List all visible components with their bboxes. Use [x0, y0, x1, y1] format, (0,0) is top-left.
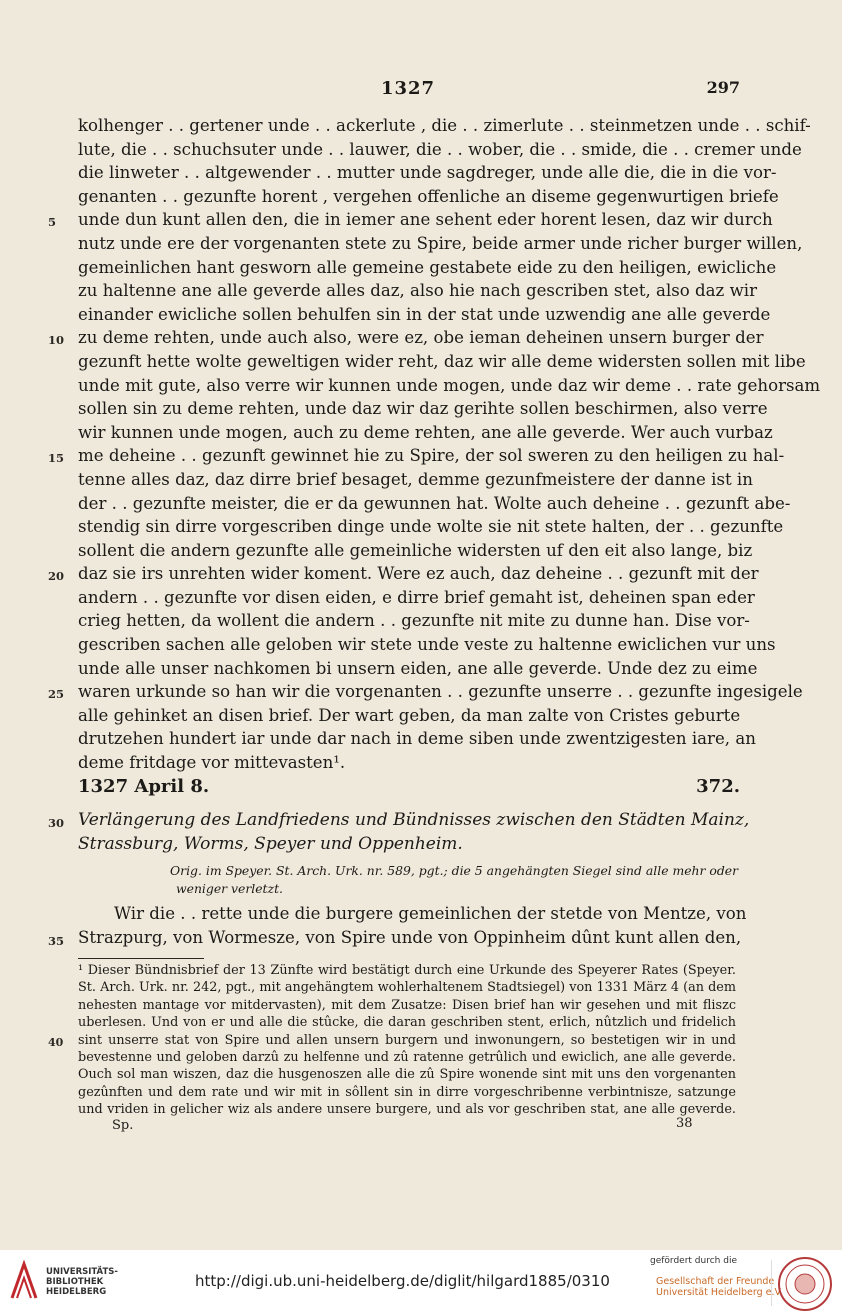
text-line [78, 1066, 736, 1083]
library-line-3: HEIDELBERG [46, 1287, 107, 1297]
text-line [48, 326, 764, 350]
charter-text [48, 114, 821, 775]
footnote-rule [78, 958, 204, 959]
document-regest [48, 808, 750, 855]
text-line [78, 1084, 736, 1101]
line-text: der . . gezunfte meister, die er da gewunnen hat. Wolte auch deheine . . gezunft abe- [78, 493, 791, 513]
line-text: deme fritdage vor mittevasten¹. [78, 753, 346, 773]
document-text [48, 902, 747, 950]
line-text: me deheine . . gezunft gewinnet hie zu Spire, der sol sweren zu den heiligen zu hal- [78, 446, 785, 466]
text-line [78, 657, 758, 681]
line-text: gezûnften und dem rate und wir mit in sôllent sin in dirre vorgeschribenne verbintnisze, satzunge [78, 1084, 736, 1100]
document-number: 372. [696, 776, 740, 797]
text-line [78, 350, 806, 374]
line-number: 30 [48, 816, 65, 830]
line-number: 35 [48, 934, 65, 948]
permalink-url[interactable]: http://digi.ub.uni-heidelberg.de/diglit/hilgard1885/0310 [195, 1272, 610, 1290]
line-text: gemeinlichen hant gesworn alle gemeine gestabete eide zu den heiligen, ewicliche [78, 257, 777, 277]
text-line [78, 727, 756, 751]
text-line [48, 1032, 736, 1049]
text-line [78, 515, 784, 539]
line-text: unde alle unser nachkomen bi unsern eiden, ane alle geverde. Unde dez zu eime [78, 658, 758, 678]
line-text: unde dun kunt allen den, die in iemer ane sehent eder horent lesen, daz wir durch [78, 210, 773, 230]
text-line [78, 232, 803, 256]
document-date: 1327 April 8. [78, 776, 210, 797]
text-line [78, 704, 740, 728]
text-line [78, 997, 736, 1014]
text-line [48, 926, 742, 950]
line-number: 40 [48, 1035, 64, 1049]
text-line [78, 1014, 736, 1031]
text-line [78, 397, 768, 421]
doc-text-2: Strazpurg, von Wormesze, von Spire unde von Oppinheim dûnt kunt allen den, [78, 928, 742, 947]
line-text: bevestenne und geloben darzû zu helfenne und zû ratenne getrûlich und ewiclich, ane alle geverde. [78, 1049, 736, 1065]
footer-bar [0, 1250, 842, 1314]
text-line [78, 161, 777, 185]
doc-text-1: Wir die . . rette unde die burgere gemeinlichen der stetde von Mentze, von [114, 904, 747, 923]
text-line [48, 562, 759, 586]
line-text: kolhenger . . gertener unde . . ackerlute , die . . zimerlute . . steinmetzen unde . . schif- [78, 116, 811, 135]
society-name [656, 1276, 783, 1298]
text-line [78, 962, 736, 979]
text-line [78, 1049, 736, 1066]
line-text: daz sie irs unrehten wider koment. Were ez auch, daz deheine . . gezunft mit der [78, 564, 759, 584]
library-line-1: UNIVERSITÄTS- [46, 1267, 118, 1277]
line-number: 5 [48, 215, 57, 230]
text-line [48, 680, 803, 704]
text-line [78, 279, 758, 303]
line-text: stendig sin dirre vorgescriben dinge unde wolte sie nit stete halten, der . . gezunfte [78, 517, 784, 537]
regest-line [48, 808, 750, 832]
text-line [48, 444, 785, 468]
text-line [78, 979, 736, 996]
footnote [48, 962, 736, 1119]
library-logo-icon [8, 1258, 40, 1304]
university-seal-icon [777, 1256, 833, 1312]
text-line [78, 586, 755, 610]
line-text: St. Arch. Urk. nr. 242, pgt., mit angehängtem wohlerhaltenem Stadtsiegel) von 1331 März 4 (an dem [78, 980, 736, 996]
line-text: genanten . . gezunfte horent , vergehen offenliche an diseme gegenwurtigen briefe [78, 186, 779, 206]
line-text: gescriben sachen alle geloben wir stete unde veste zu haltenne ewiclichen vur uns [78, 635, 776, 655]
header-year: 1327 [380, 78, 436, 99]
line-text: sollen sin zu deme rehten, unde daz wir daz gerihte sollen beschirmen, also verre [78, 399, 768, 419]
line-text: sollent die andern gezunfte alle gemeinliche widersten uf den eit also lange, biz [78, 540, 753, 560]
line-text: und vriden in gelicher wiz als andere unsere burgere, und als vor geschriben stat, ane alle geverde. [78, 1102, 736, 1118]
line-text: ¹ Dieser Bündnisbrief der 13 Zünfte wird bestätigt durch eine Urkunde des Speyerer Rates (Speyer. [78, 963, 736, 978]
document-heading [78, 776, 740, 804]
library-name [46, 1267, 118, 1297]
funded-by-label: gefördert durch die [650, 1256, 737, 1266]
line-text: zu haltenne ane alle geverde alles daz, also hie nach gescriben stet, also daz wir [78, 281, 758, 301]
line-text: waren urkunde so han wir die vorgenanten . . gezunfte unserre . . gezunfte ingesigele [78, 682, 803, 702]
text-line [78, 256, 777, 280]
source-note [170, 862, 739, 898]
line-text: drutzehen hundert iar unde dar nach in deme siben unde zwentzigesten iare, an [78, 729, 756, 749]
text-line [78, 902, 747, 926]
line-text: andern . . gezunfte vor disen eiden, e dirre brief gemaht ist, deheinen span eder [78, 587, 755, 607]
text-line [78, 633, 776, 657]
line-text: alle gehinket an disen brief. Der wart geben, da man zalte von Cristes geburte [78, 705, 741, 725]
line-text: einander ewicliche sollen behulfen sin in der stat unde uzwendig ane alle geverde [78, 304, 771, 324]
regest-text-1: Verlängerung des Landfriedens und Bündnisses zwischen den Städten Mainz, [78, 810, 750, 830]
line-number: 25 [48, 687, 65, 702]
text-line [78, 539, 753, 563]
line-text: Ouch sol man wiszen, daz die husgenoszen alle die zû Spire wonende sint mit uns den vorgenanten [78, 1067, 736, 1083]
line-text: uberlesen. Und von er und alle die stûcke, die daran geschriben stent, erlich, nûtzlich und fridelich [78, 1015, 736, 1031]
text-line [78, 114, 811, 138]
line-text: tenne alles daz, daz dirre brief besaget, demme gezunfmeistere der danne ist in [78, 469, 753, 489]
page-number: 297 [706, 78, 740, 97]
line-text: crieg hetten, da wollent die andern . . gezunfte nit mite zu dunne han. Dise vor- [78, 611, 750, 631]
society-line-2: Universität Heidelberg e.V. [656, 1287, 783, 1298]
line-number: 15 [48, 451, 65, 466]
regest-line [78, 832, 740, 856]
line-text: lute, die . . schuchsuter unde . . lauwer, die . . wober, die . . smide, die . . cremer unde [78, 139, 802, 159]
text-line [78, 492, 791, 516]
text-line [78, 468, 753, 492]
text-line [78, 138, 802, 162]
text-line [78, 303, 771, 327]
line-text: zu deme rehten, unde auch also, were ez, obe ieman deheinen unsern burger der [78, 328, 764, 348]
sheet-number: 38 [676, 1116, 693, 1131]
line-number: 20 [48, 569, 65, 584]
note-line [170, 880, 736, 898]
society-line-1: Gesellschaft der Freunde [656, 1276, 775, 1287]
text-line [48, 208, 773, 232]
library-line-2: BIBLIOTHEK [46, 1277, 104, 1287]
line-text: wir kunnen unde mogen, auch zu deme rehten, ane alle geverde. Wer auch vurbaz [78, 422, 773, 442]
line-text: gezunft hette wolte geweltigen wider reht, daz wir alle deme widersten sollen mit libe [78, 351, 806, 371]
line-text: unde mit gute, also verre wir kunnen unde mogen, unde daz wir deme . . rate gehorsam [78, 375, 821, 395]
line-number: 10 [48, 333, 65, 348]
text-line [78, 1101, 736, 1118]
text-line [78, 609, 750, 633]
signature-mark: Sp. [112, 1118, 134, 1133]
line-text: sint unserre stat von Spire und allen unsern burgern und inwonungern, so bestetigen wir in und [78, 1032, 736, 1048]
regest-text-2: Strassburg, Worms, Speyer und Oppenheim. [78, 833, 463, 854]
note-text-1: Orig. im Speyer. St. Arch. Urk. nr. 589, pgt.; die 5 angehängten Siegel sind alle mehr oder [170, 863, 739, 878]
line-text: nutz unde ere der vorgenanten stete zu Spire, beide armer unde richer burger willen, [78, 233, 803, 253]
line-text: die linweter . . altgewender . . mutter unde sagdreger, unde alle die, die in die vor- [78, 163, 777, 183]
text-line [78, 185, 779, 209]
running-header [76, 78, 740, 104]
text-line [78, 421, 773, 445]
footer-divider [771, 1260, 772, 1306]
note-text-2: weniger verletzt. [176, 881, 283, 896]
text-line [78, 751, 740, 775]
text-line [78, 374, 821, 398]
note-line [170, 862, 739, 880]
line-text: nehesten mantage vor mitdervasten), mit dem Zusatze: Disen brief han wir gesehen und mit fliszc [78, 997, 736, 1013]
